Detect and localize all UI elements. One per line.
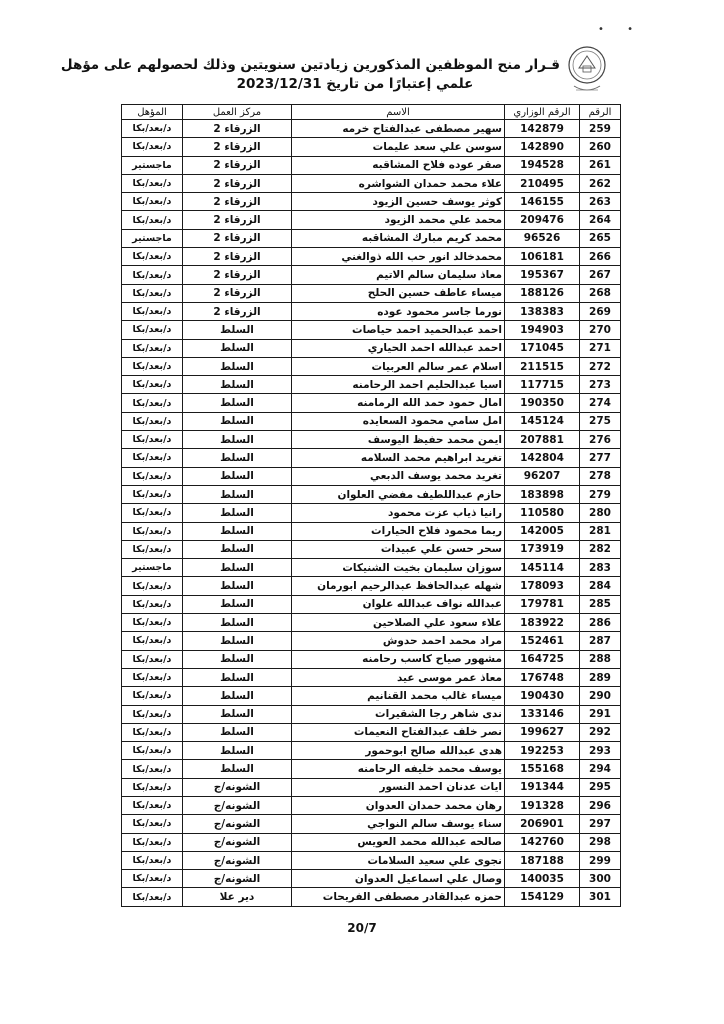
- header-qualification: المؤهل: [122, 105, 183, 120]
- qualification-cell: د/بعد/بكا: [122, 705, 183, 723]
- name-cell: امال حمود حمد الله الرمامنه: [292, 394, 505, 412]
- workplace-cell: الزرقاء 2: [183, 174, 292, 192]
- ministry-id-cell: 164725: [505, 650, 580, 668]
- row-number-cell: 274: [580, 394, 621, 412]
- ministry-id-cell: 117715: [505, 376, 580, 394]
- workplace-cell: السلط: [183, 559, 292, 577]
- name-cell: معاذ سليمان سالم الاتيم: [292, 266, 505, 284]
- workplace-cell: السلط: [183, 650, 292, 668]
- header-number: الرقم: [580, 105, 621, 120]
- ministry-id-cell: 133146: [505, 705, 580, 723]
- ministry-id-cell: 195367: [505, 266, 580, 284]
- workplace-cell: الشونه/ج: [183, 833, 292, 851]
- row-number-cell: 297: [580, 815, 621, 833]
- row-number-cell: 285: [580, 595, 621, 613]
- table-row: [122, 760, 621, 778]
- qualification-cell: د/بعد/بكا: [122, 138, 183, 156]
- table-row: [122, 229, 621, 247]
- table-row: [122, 394, 621, 412]
- row-number-cell: 287: [580, 632, 621, 650]
- row-number-cell: 276: [580, 431, 621, 449]
- decision-title: [60, 56, 560, 94]
- name-cell: شهله عبدالحافظ عبدالرحيم ابورمان: [292, 577, 505, 595]
- ministry-id-cell: 145124: [505, 412, 580, 430]
- ministry-id-cell: 145114: [505, 559, 580, 577]
- row-number-cell: 273: [580, 376, 621, 394]
- table-row: [122, 357, 621, 375]
- workplace-cell: الزرقاء 2: [183, 211, 292, 229]
- name-cell: سهير مصطفى عبدالفتاح خرمه: [292, 120, 505, 138]
- table-row: [122, 595, 621, 613]
- header-ministry-id: الرقم الوزاري: [505, 105, 580, 120]
- ministry-id-cell: 142804: [505, 449, 580, 467]
- qualification-cell: د/بعد/بكا: [122, 120, 183, 138]
- table-row: [122, 833, 621, 851]
- qualification-cell: د/بعد/بكا: [122, 723, 183, 741]
- ministry-id-cell: 206901: [505, 815, 580, 833]
- qualification-cell: د/بعد/بكا: [122, 796, 183, 814]
- name-cell: سحر حسن علي عبيدات: [292, 540, 505, 558]
- ministry-id-cell: 146155: [505, 193, 580, 211]
- ministry-id-cell: 110580: [505, 504, 580, 522]
- ministry-id-cell: 140035: [505, 870, 580, 888]
- name-cell: تغريد ابراهيم محمد السلامه: [292, 449, 505, 467]
- qualification-cell: د/بعد/بكا: [122, 760, 183, 778]
- qualification-cell: د/بعد/بكا: [122, 632, 183, 650]
- ministry-id-cell: 176748: [505, 668, 580, 686]
- qualification-cell: د/بعد/بكا: [122, 504, 183, 522]
- qualification-cell: د/بعد/بكا: [122, 412, 183, 430]
- workplace-cell: السلط: [183, 705, 292, 723]
- qualification-cell: د/بعد/بكا: [122, 540, 183, 558]
- qualification-cell: د/بعد/بكا: [122, 321, 183, 339]
- name-cell: نصر خلف عبدالفتاح النعيمات: [292, 723, 505, 741]
- table-row: [122, 248, 621, 266]
- row-number-cell: 262: [580, 174, 621, 192]
- ministry-id-cell: 183898: [505, 485, 580, 503]
- table-header-row: [122, 105, 621, 120]
- row-number-cell: 294: [580, 760, 621, 778]
- workplace-cell: السلط: [183, 412, 292, 430]
- table-row: [122, 431, 621, 449]
- row-number-cell: 280: [580, 504, 621, 522]
- ministry-id-cell: 96207: [505, 467, 580, 485]
- ministry-id-cell: 171045: [505, 339, 580, 357]
- workplace-cell: السلط: [183, 668, 292, 686]
- row-number-cell: 298: [580, 833, 621, 851]
- workplace-cell: السلط: [183, 394, 292, 412]
- qualification-cell: د/بعد/بكا: [122, 357, 183, 375]
- workplace-cell: السلط: [183, 431, 292, 449]
- name-cell: مراد محمد احمد حدوش: [292, 632, 505, 650]
- table-row: [122, 650, 621, 668]
- corner-marks: • •: [598, 24, 643, 35]
- name-cell: رهان محمد حمدان العدوان: [292, 796, 505, 814]
- qualification-cell: د/بعد/بكا: [122, 467, 183, 485]
- name-cell: نورما جاسر محمود عوده: [292, 302, 505, 320]
- qualification-cell: د/بعد/بكا: [122, 888, 183, 906]
- table-row: [122, 321, 621, 339]
- ministry-id-cell: 138383: [505, 302, 580, 320]
- name-cell: صالحه عبدالله محمد العويس: [292, 833, 505, 851]
- workplace-cell: الشونه/ج: [183, 778, 292, 796]
- ministry-id-cell: 187188: [505, 851, 580, 869]
- name-cell: يوسف محمد خليفه الرحامنه: [292, 760, 505, 778]
- ministry-id-cell: 183922: [505, 614, 580, 632]
- name-cell: مشهور صياح كاسب رحامنه: [292, 650, 505, 668]
- qualification-cell: د/بعد/بكا: [122, 668, 183, 686]
- workplace-cell: السلط: [183, 376, 292, 394]
- qualification-cell: د/بعد/بكا: [122, 248, 183, 266]
- name-cell: ميساء عاطف حسين الحلح: [292, 284, 505, 302]
- qualification-cell: د/بعد/بكا: [122, 394, 183, 412]
- row-number-cell: 288: [580, 650, 621, 668]
- qualification-cell: د/بعد/بكا: [122, 614, 183, 632]
- employees-table: [121, 104, 621, 907]
- name-cell: ايات عدنان احمد النسور: [292, 778, 505, 796]
- table-row: [122, 796, 621, 814]
- qualification-cell: د/بعد/بكا: [122, 174, 183, 192]
- table-row: [122, 888, 621, 906]
- name-cell: معاذ عمر موسى عيد: [292, 668, 505, 686]
- qualification-cell: د/بعد/بكا: [122, 193, 183, 211]
- name-cell: حازم عبداللطيف مفضي العلوان: [292, 485, 505, 503]
- ministry-id-cell: 152461: [505, 632, 580, 650]
- page-number: 20/7: [347, 921, 377, 935]
- qualification-cell: د/بعد/بكا: [122, 284, 183, 302]
- workplace-cell: الزرقاء 2: [183, 248, 292, 266]
- ministry-id-cell: 155168: [505, 760, 580, 778]
- table-row: [122, 742, 621, 760]
- name-cell: سوزان سليمان بخيت الشنيكات: [292, 559, 505, 577]
- table-row: [122, 284, 621, 302]
- table-row: [122, 193, 621, 211]
- row-number-cell: 284: [580, 577, 621, 595]
- workplace-cell: الزرقاء 2: [183, 266, 292, 284]
- table-row: [122, 815, 621, 833]
- name-cell: محمد كريم مبارك المشاقبه: [292, 229, 505, 247]
- table-row: [122, 449, 621, 467]
- row-number-cell: 259: [580, 120, 621, 138]
- workplace-cell: دير علا: [183, 888, 292, 906]
- qualification-cell: د/بعد/بكا: [122, 815, 183, 833]
- ministry-id-cell: 191328: [505, 796, 580, 814]
- table-row: [122, 687, 621, 705]
- row-number-cell: 266: [580, 248, 621, 266]
- workplace-cell: السلط: [183, 504, 292, 522]
- qualification-cell: د/بعد/بكا: [122, 449, 183, 467]
- row-number-cell: 270: [580, 321, 621, 339]
- row-number-cell: 271: [580, 339, 621, 357]
- row-number-cell: 291: [580, 705, 621, 723]
- workplace-cell: السلط: [183, 723, 292, 741]
- name-cell: تغريد محمد يوسف الدبعي: [292, 467, 505, 485]
- row-number-cell: 296: [580, 796, 621, 814]
- workplace-cell: الزرقاء 2: [183, 156, 292, 174]
- qualification-cell: د/بعد/بكا: [122, 778, 183, 796]
- qualification-cell: د/بعد/بكا: [122, 339, 183, 357]
- ministry-id-cell: 142760: [505, 833, 580, 851]
- table-row: [122, 870, 621, 888]
- row-number-cell: 281: [580, 522, 621, 540]
- table-row: [122, 668, 621, 686]
- table-row: [122, 632, 621, 650]
- row-number-cell: 299: [580, 851, 621, 869]
- workplace-cell: السلط: [183, 687, 292, 705]
- table-row: [122, 412, 621, 430]
- workplace-cell: الشونه/ج: [183, 815, 292, 833]
- workplace-cell: الشونه/ج: [183, 851, 292, 869]
- qualification-cell: د/بعد/بكا: [122, 376, 183, 394]
- ministry-id-cell: 191344: [505, 778, 580, 796]
- table-row: [122, 723, 621, 741]
- ministry-id-cell: 142005: [505, 522, 580, 540]
- workplace-cell: الزرقاء 2: [183, 302, 292, 320]
- workplace-cell: السلط: [183, 485, 292, 503]
- table-row: [122, 559, 621, 577]
- name-cell: صقر عوده فلاح المشاقبه: [292, 156, 505, 174]
- name-cell: اسلام عمر سالم العربيات: [292, 357, 505, 375]
- qualification-cell: ماجستير: [122, 156, 183, 174]
- ministry-emblem-icon: [566, 44, 608, 98]
- ministry-id-cell: 173919: [505, 540, 580, 558]
- row-number-cell: 260: [580, 138, 621, 156]
- qualification-cell: د/بعد/بكا: [122, 577, 183, 595]
- table-row: [122, 339, 621, 357]
- row-number-cell: 263: [580, 193, 621, 211]
- qualification-cell: د/بعد/بكا: [122, 742, 183, 760]
- table-row: [122, 778, 621, 796]
- ministry-id-cell: 179781: [505, 595, 580, 613]
- name-cell: هدى عبدالله صالح ابوحمور: [292, 742, 505, 760]
- qualification-cell: د/بعد/بكا: [122, 833, 183, 851]
- table-row: [122, 138, 621, 156]
- ministry-id-cell: 199627: [505, 723, 580, 741]
- name-cell: رانيا ذياب عزت محمود: [292, 504, 505, 522]
- name-cell: علاء سعود علي الصلاحين: [292, 614, 505, 632]
- name-cell: ميساء غالب محمد القنانيم: [292, 687, 505, 705]
- workplace-cell: السلط: [183, 321, 292, 339]
- ministry-id-cell: 106181: [505, 248, 580, 266]
- row-number-cell: 295: [580, 778, 621, 796]
- ministry-id-cell: 192253: [505, 742, 580, 760]
- name-cell: احمد عبدالله احمد الحياري: [292, 339, 505, 357]
- table-row: [122, 540, 621, 558]
- ministry-id-cell: 188126: [505, 284, 580, 302]
- qualification-cell: د/بعد/بكا: [122, 870, 183, 888]
- workplace-cell: الزرقاء 2: [183, 284, 292, 302]
- name-cell: احمد عبدالحميد احمد حياصات: [292, 321, 505, 339]
- row-number-cell: 279: [580, 485, 621, 503]
- row-number-cell: 292: [580, 723, 621, 741]
- qualification-cell: د/بعد/بكا: [122, 687, 183, 705]
- name-cell: ايمن محمد حفيظ اليوسف: [292, 431, 505, 449]
- ministry-id-cell: 194528: [505, 156, 580, 174]
- workplace-cell: الزرقاء 2: [183, 138, 292, 156]
- row-number-cell: 282: [580, 540, 621, 558]
- qualification-cell: د/بعد/بكا: [122, 595, 183, 613]
- row-number-cell: 265: [580, 229, 621, 247]
- header-name: الاسم: [292, 105, 505, 120]
- name-cell: حمزه عبدالقادر مصطفى الفريحات: [292, 888, 505, 906]
- table-row: [122, 211, 621, 229]
- table-row: [122, 851, 621, 869]
- ministry-id-cell: 190350: [505, 394, 580, 412]
- ministry-id-cell: 154129: [505, 888, 580, 906]
- workplace-cell: الزرقاء 2: [183, 193, 292, 211]
- name-cell: عبدالله نواف عبدالله علوان: [292, 595, 505, 613]
- name-cell: علاء محمد حمدان الشواشره: [292, 174, 505, 192]
- workplace-cell: السلط: [183, 760, 292, 778]
- qualification-cell: د/بعد/بكا: [122, 650, 183, 668]
- row-number-cell: 293: [580, 742, 621, 760]
- ministry-id-cell: 142890: [505, 138, 580, 156]
- workplace-cell: السلط: [183, 339, 292, 357]
- workplace-cell: السلط: [183, 595, 292, 613]
- workplace-cell: الزرقاء 2: [183, 120, 292, 138]
- table-row: [122, 467, 621, 485]
- workplace-cell: السلط: [183, 742, 292, 760]
- table-row: [122, 705, 621, 723]
- ministry-id-cell: 207881: [505, 431, 580, 449]
- name-cell: محمد علي محمد الزيود: [292, 211, 505, 229]
- workplace-cell: السلط: [183, 632, 292, 650]
- table-row: [122, 266, 621, 284]
- workplace-cell: السلط: [183, 614, 292, 632]
- qualification-cell: د/بعد/بكا: [122, 851, 183, 869]
- workplace-cell: الشونه/ج: [183, 870, 292, 888]
- row-number-cell: 261: [580, 156, 621, 174]
- name-cell: ريما محمود فلاح الحيارات: [292, 522, 505, 540]
- workplace-cell: الزرقاء 2: [183, 229, 292, 247]
- row-number-cell: 300: [580, 870, 621, 888]
- qualification-cell: ماجستير: [122, 559, 183, 577]
- table-row: [122, 302, 621, 320]
- title-line-2: علمي إعتبارًا من تاريخ 2023/12/31: [236, 76, 474, 92]
- table-row: [122, 485, 621, 503]
- workplace-cell: السلط: [183, 540, 292, 558]
- row-number-cell: 268: [580, 284, 621, 302]
- name-cell: ندى شاهر رجا الشقيرات: [292, 705, 505, 723]
- workplace-cell: الشونه/ج: [183, 796, 292, 814]
- name-cell: سناء يوسف سالم النواجي: [292, 815, 505, 833]
- row-number-cell: 269: [580, 302, 621, 320]
- qualification-cell: د/بعد/بكا: [122, 266, 183, 284]
- ministry-id-cell: 209476: [505, 211, 580, 229]
- qualification-cell: د/بعد/بكا: [122, 302, 183, 320]
- row-number-cell: 289: [580, 668, 621, 686]
- name-cell: محمدخالد انور حب الله ذوالغني: [292, 248, 505, 266]
- row-number-cell: 275: [580, 412, 621, 430]
- row-number-cell: 301: [580, 888, 621, 906]
- workplace-cell: السلط: [183, 357, 292, 375]
- ministry-id-cell: 190430: [505, 687, 580, 705]
- ministry-id-cell: 142879: [505, 120, 580, 138]
- name-cell: اسيا عبدالحليم احمد الرحامنه: [292, 376, 505, 394]
- workplace-cell: السلط: [183, 449, 292, 467]
- ministry-id-cell: 194903: [505, 321, 580, 339]
- workplace-cell: السلط: [183, 577, 292, 595]
- table-row: [122, 120, 621, 138]
- row-number-cell: 283: [580, 559, 621, 577]
- workplace-cell: السلط: [183, 522, 292, 540]
- table-row: [122, 577, 621, 595]
- ministry-id-cell: 211515: [505, 357, 580, 375]
- name-cell: وصال علي اسماعيل العدوان: [292, 870, 505, 888]
- table-row: [122, 156, 621, 174]
- row-number-cell: 272: [580, 357, 621, 375]
- ministry-id-cell: 178093: [505, 577, 580, 595]
- workplace-cell: السلط: [183, 467, 292, 485]
- name-cell: سوسن علي سعد عليمات: [292, 138, 505, 156]
- ministry-id-cell: 96526: [505, 229, 580, 247]
- table-row: [122, 174, 621, 192]
- qualification-cell: د/بعد/بكا: [122, 522, 183, 540]
- table-row: [122, 522, 621, 540]
- qualification-cell: د/بعد/بكا: [122, 485, 183, 503]
- row-number-cell: 264: [580, 211, 621, 229]
- row-number-cell: 267: [580, 266, 621, 284]
- table-row: [122, 376, 621, 394]
- name-cell: كوثر يوسف حسين الزيود: [292, 193, 505, 211]
- header-workplace: مركز العمل: [183, 105, 292, 120]
- qualification-cell: ماجستير: [122, 229, 183, 247]
- name-cell: امل سامي محمود السعايده: [292, 412, 505, 430]
- name-cell: نجوى علي سعيد السلامات: [292, 851, 505, 869]
- table-row: [122, 614, 621, 632]
- row-number-cell: 286: [580, 614, 621, 632]
- qualification-cell: د/بعد/بكا: [122, 431, 183, 449]
- ministry-id-cell: 210495: [505, 174, 580, 192]
- row-number-cell: 277: [580, 449, 621, 467]
- row-number-cell: 290: [580, 687, 621, 705]
- title-line-1: قـرار منح الموظفين المذكورين زيادتين سنويتين وذلك لحصولهم على مؤهل: [60, 57, 560, 73]
- row-number-cell: 278: [580, 467, 621, 485]
- qualification-cell: د/بعد/بكا: [122, 211, 183, 229]
- table-row: [122, 504, 621, 522]
